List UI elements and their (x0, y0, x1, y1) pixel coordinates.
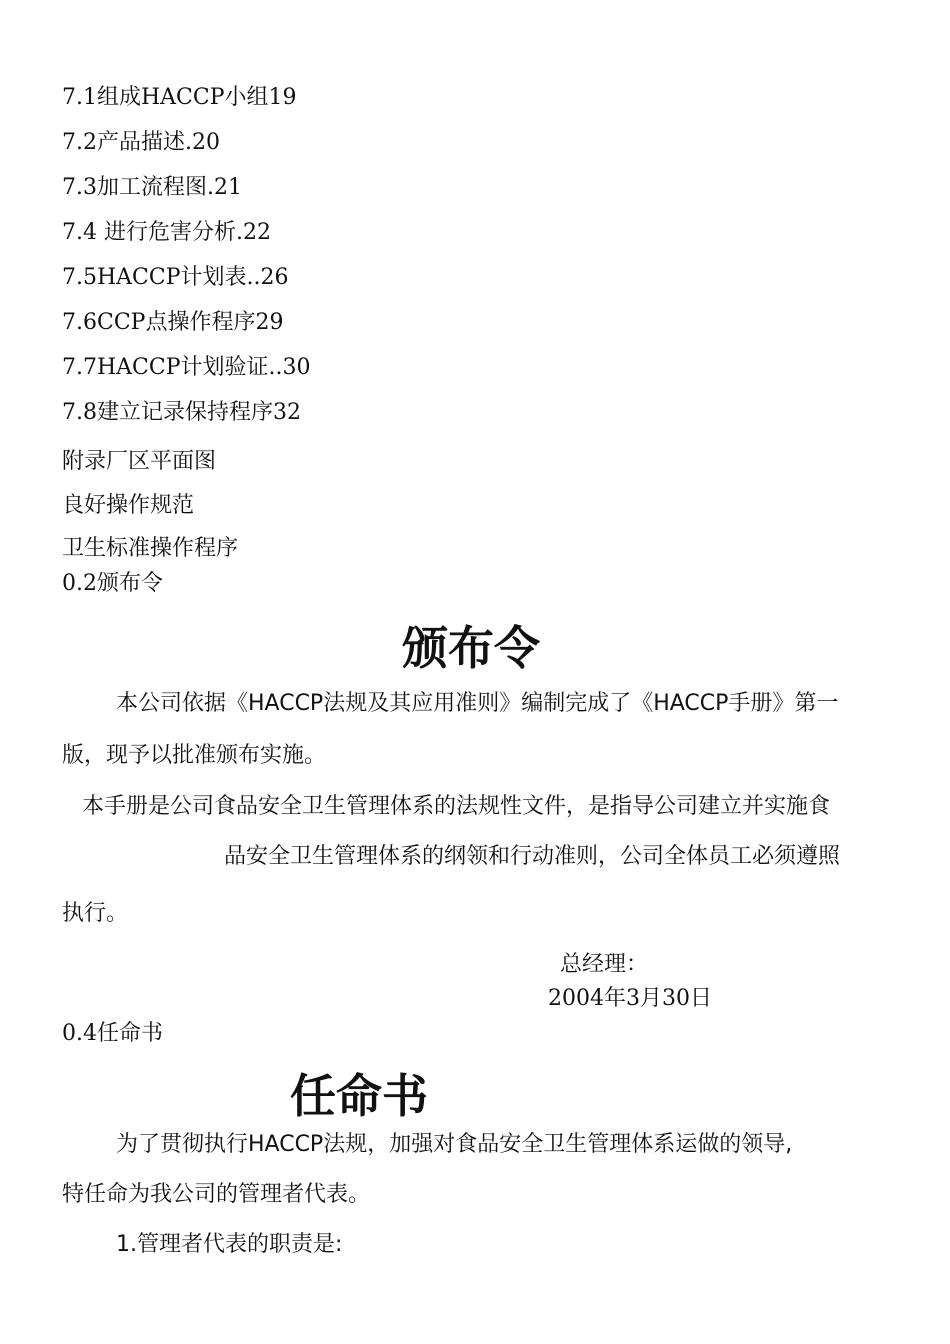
appointment-paragraph-1-line-1: 为了贯彻执行HACCP法规，加强对食品安全卫生管理体系运做的领导, (116, 1132, 793, 1157)
toc-item: 7.6CCP点操作程序29 (62, 310, 284, 335)
toc-item: 7.1组成HACCP小组19 (62, 85, 297, 110)
toc-item: 7.7HACCP计划验证..30 (62, 355, 311, 380)
appointment-title: 任命书 (290, 1069, 428, 1123)
signer-label: 总经理： (560, 952, 649, 977)
section-label-promulgation: 0.2颁布令 (62, 571, 163, 596)
promulgation-paragraph-2-line-2: 品安全卫生管理体系的纲领和行动准则，公司全体员工必须遵照 (224, 844, 841, 869)
signature-date: 2004年3月30日 (548, 986, 712, 1011)
promulgation-paragraph-2-line-1: 本手册是公司食品安全卫生管理体系的法规性文件，是指导公司建立并实施食 (82, 794, 831, 819)
toc-item: 7.8建立记录保持程序32 (62, 400, 301, 425)
appointment-paragraph-1-line-2: 特任命为我公司的管理者代表。 (62, 1182, 371, 1207)
toc-item: 7.4 进行危害分析.22 (62, 220, 271, 245)
promulgation-title: 颁布令 (402, 621, 540, 675)
appendix-item: 卫生标准操作程序 (62, 536, 239, 561)
toc-item: 7.5HACCP计划表..26 (62, 265, 289, 290)
promulgation-paragraph-1-line-1: 本公司依据《HACCP法规及其应用准则》编制完成了《HACCP手册》第一 (116, 691, 839, 716)
toc-item: 7.3加工流程图.21 (62, 175, 242, 200)
promulgation-paragraph-2-line-3: 执行。 (62, 901, 129, 926)
appendix-item: 附录厂区平面图 (62, 449, 217, 474)
appointment-item-1: 1.管理者代表的职责是: (116, 1232, 343, 1257)
toc-item: 7.2产品描述.20 (62, 130, 220, 155)
appendix-item: 良好操作规范 (62, 493, 195, 518)
promulgation-paragraph-1-line-2: 版，现予以批准颁布实施。 (62, 743, 327, 768)
section-label-appointment: 0.4任命书 (62, 1021, 163, 1046)
